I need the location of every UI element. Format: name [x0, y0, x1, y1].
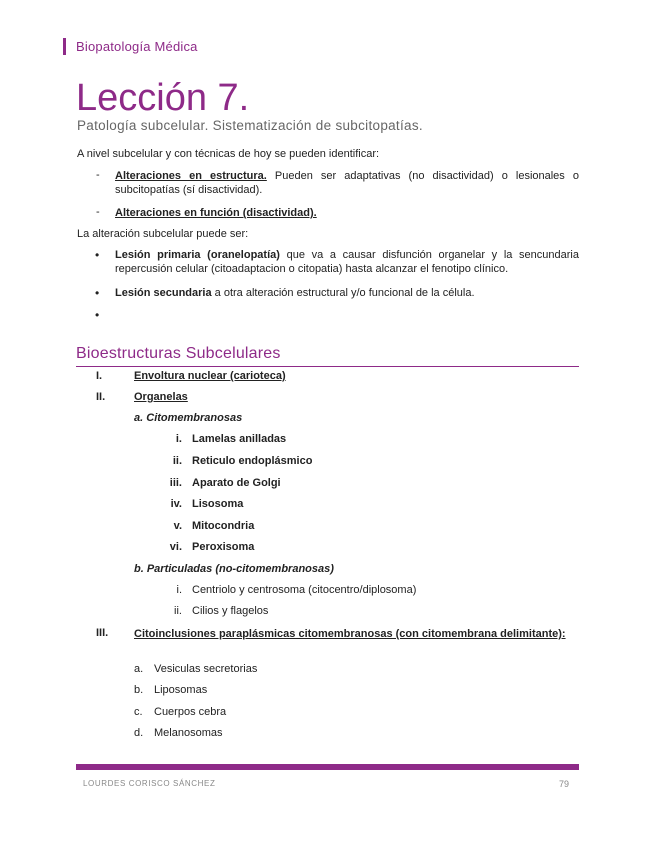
- footer-author: LOURDES CORISCO SÁNCHEZ: [83, 779, 216, 788]
- bullet-text: que va a causar disfunción organelar y la sencundaria repercusión celular (citoadaptacion o citopatia) hasta alcanzar el fenotipo clínico.: [115, 249, 579, 275]
- section-divider: [76, 366, 579, 367]
- bullet-bold: Lesión primaria (oranelopatía): [115, 249, 280, 261]
- list-letter: b.: [134, 684, 144, 696]
- item-number: v.: [173, 520, 182, 532]
- citoinclusiones-label: Citoinclusiones paraplásmicas citomembranosas (con citomembrana delimitante):: [134, 628, 566, 640]
- item-melanosomas: Melanosomas: [154, 727, 223, 739]
- bullet-marker: •: [95, 286, 100, 300]
- bullet-primary-lesion: [115, 248, 579, 276]
- item-number: ii.: [174, 605, 182, 617]
- dash-marker: -: [96, 169, 100, 181]
- dash-item-structure: [115, 169, 579, 197]
- list-letter: d.: [134, 727, 144, 739]
- sub-particuladas: [134, 563, 334, 575]
- list-letter: a.: [134, 663, 144, 675]
- bullet-marker-empty: •: [95, 308, 100, 322]
- dash-marker: -: [96, 206, 100, 218]
- roman-numeral: II.: [96, 391, 106, 403]
- lesson-title: Lección 7.: [76, 77, 250, 119]
- section-title: Bioestructuras Subcelulares: [76, 345, 281, 362]
- item-number: vi.: [169, 541, 182, 553]
- header-accent-bar: [63, 38, 66, 55]
- item-centriolo: Centriolo y centrosoma (citocentro/diplosoma): [192, 584, 417, 596]
- item-number: i.: [176, 584, 182, 596]
- item-number: iv.: [170, 498, 182, 510]
- item-cilios: Cilios y flagelos: [192, 605, 269, 617]
- sub-letter: a.: [134, 412, 144, 424]
- dash-item-bold: Alteraciones en estructura.: [115, 170, 267, 182]
- item-peroxisoma: Peroxisoma: [192, 541, 255, 553]
- lesson-subtitle: Patología subcelular. Sistematización de subcitopatías.: [77, 118, 423, 133]
- list-letter: c.: [134, 706, 143, 718]
- item-golgi: Aparato de Golgi: [192, 477, 281, 489]
- page-header: [63, 38, 198, 55]
- sub-label: Citomembranosas: [146, 412, 243, 424]
- roman-numeral: I.: [96, 370, 103, 382]
- bullet-secondary-lesion: [115, 286, 475, 300]
- item-reticulo: Reticulo endoplásmico: [192, 455, 313, 467]
- item-lamelas: Lamelas anilladas: [192, 433, 287, 445]
- item-number: ii.: [172, 455, 182, 467]
- item-envoltura-nuclear: Envoltura nuclear (carioteca): [134, 370, 286, 382]
- item-lisosoma: Lisosoma: [192, 498, 244, 510]
- item-liposomas: Liposomas: [154, 684, 208, 696]
- roman-numeral: III.: [96, 627, 109, 639]
- bullet-bold: Lesión secundaria: [115, 287, 212, 299]
- item-citoinclusiones: [134, 627, 579, 641]
- item-number: i.: [175, 433, 182, 445]
- intro-paragraph: A nivel subcelular y con técnicas de hoy se pueden identificar:: [77, 148, 380, 160]
- item-cuerpos-cebra: Cuerpos cebra: [154, 706, 227, 718]
- footer-accent-bar: [76, 764, 579, 770]
- dash-item-text: Pueden ser adaptativas (no disactividad) o lesionales o subcitopatías (sí disactividad).: [115, 170, 579, 196]
- course-name: Biopatología Médica: [76, 39, 198, 54]
- bullet-text: a otra alteración estructural y/o funcional de la célula.: [211, 287, 475, 299]
- item-vesiculas: Vesiculas secretorias: [154, 663, 258, 675]
- sub-label: Particuladas (no-citomembranosas): [146, 563, 334, 575]
- alteration-intro: La alteración subcelular puede ser:: [77, 228, 249, 240]
- dash-item-function: [115, 206, 317, 220]
- item-organelas: Organelas: [134, 391, 188, 403]
- dash-item-bold: Alteraciones en función (disactividad).: [115, 207, 317, 219]
- page-number: 79: [559, 779, 570, 789]
- sub-letter: b.: [134, 563, 144, 575]
- sub-citomembranosas: [134, 412, 242, 424]
- item-number: iii.: [169, 477, 182, 489]
- bullet-marker: •: [95, 248, 100, 262]
- item-mitocondria: Mitocondria: [192, 520, 255, 532]
